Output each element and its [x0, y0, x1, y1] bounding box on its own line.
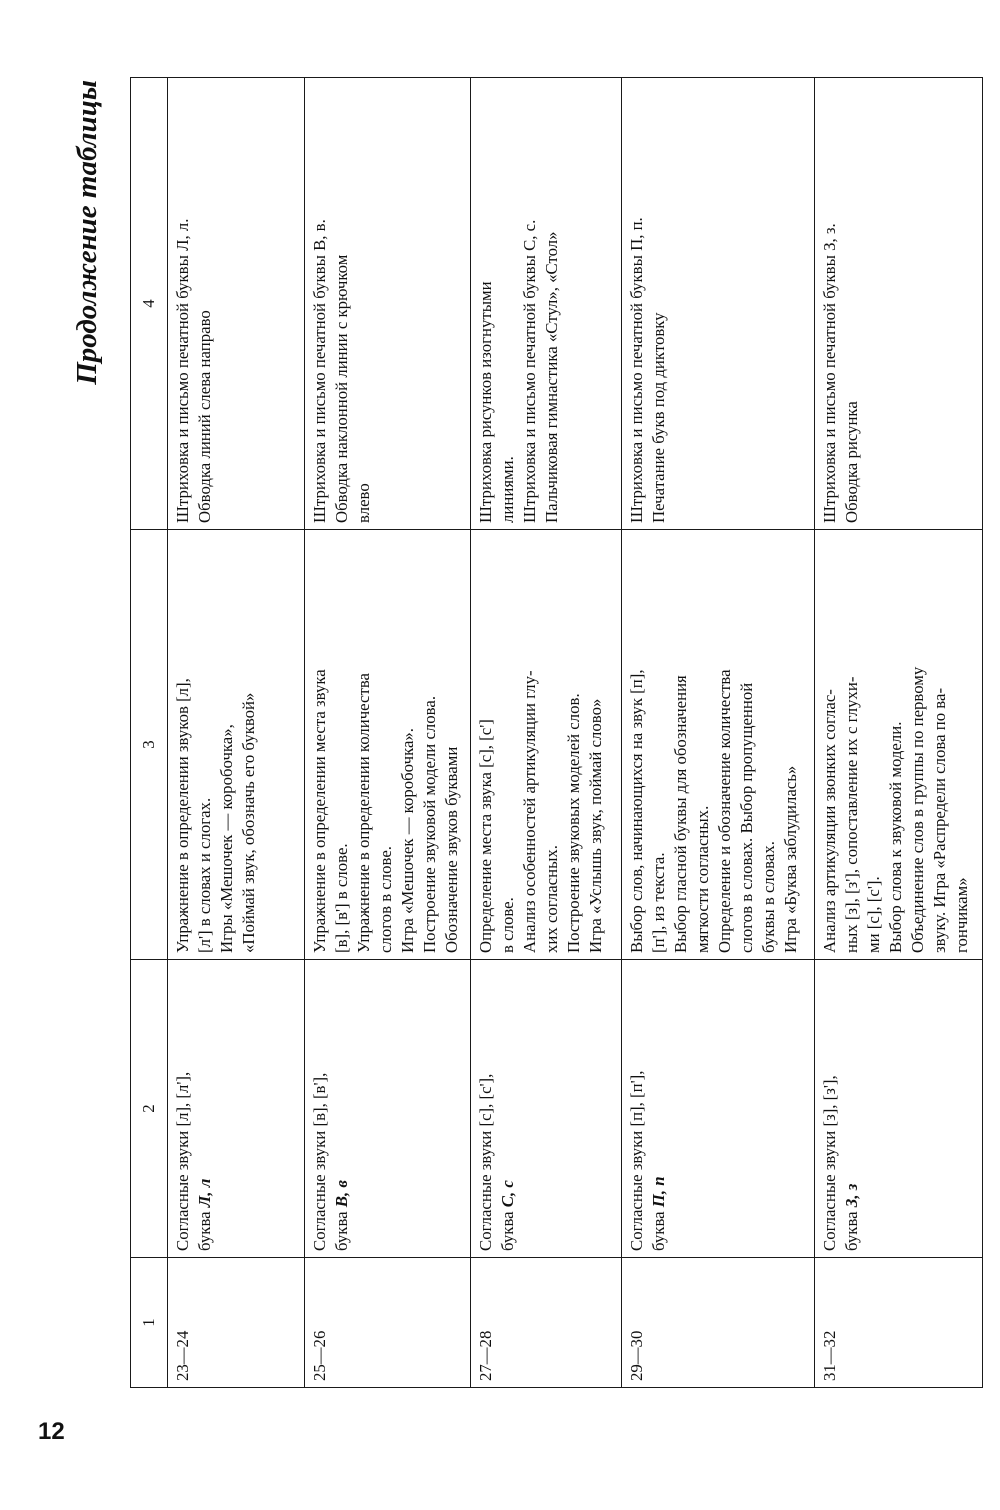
activity-line: Выбор гласной буквы для обозначения — [671, 675, 690, 953]
topic-letter: С, с — [498, 1180, 517, 1208]
topic-letter-line — [648, 966, 670, 1251]
activity-line: Игра «Мешочек — коробочка». — [398, 727, 417, 953]
activity-line: в слове. — [498, 897, 517, 953]
tasks-cell — [471, 78, 622, 530]
page-number: 12 — [38, 1418, 65, 1445]
task-line: Штриховка и письмо печатной буквы З, з. — [820, 223, 839, 523]
task-line: линиями. — [498, 456, 517, 523]
activity-line: Определение места звука [с], [с'] — [476, 719, 495, 953]
activity-line: Построение звуковых моделей слов. — [564, 693, 583, 953]
activity-line: ми [с], [с']. — [864, 876, 883, 953]
topic-text: Согласные звуки [п], [п'], — [627, 1070, 646, 1251]
topic-text: Согласные звуки [л], [л'], — [173, 1071, 192, 1251]
lesson-number-cell — [622, 1258, 815, 1388]
activity-line: «Поймай звук, обозначь его буквой» — [239, 692, 258, 953]
topic-letter-line — [331, 966, 353, 1251]
activity-line: слогов в словах. Выбор пропущенной — [737, 682, 756, 953]
header-cell: 3 — [131, 530, 168, 960]
topic-letter-prefix: буква — [195, 1207, 214, 1251]
topic-text: Согласные звуки [в], [в'], — [310, 1072, 329, 1251]
activity-line: Объединение слов в группы по первому — [908, 666, 927, 953]
topic-letter: Л, л — [195, 1178, 214, 1208]
tasks-cell — [168, 78, 305, 530]
activities-cell — [471, 530, 622, 960]
task-line: Штриховка и письмо печатной буквы П, п. — [627, 217, 646, 523]
topic-letter-line — [841, 966, 863, 1251]
table-row — [168, 78, 305, 1388]
header-cell: 2 — [131, 960, 168, 1258]
table-row — [305, 78, 471, 1388]
lesson-plan-table — [130, 77, 983, 1388]
activity-line: ных [з], [з'], сопоставление их с глухи- — [842, 676, 861, 953]
activities-cell — [305, 530, 471, 960]
lesson-number-cell — [471, 1258, 622, 1388]
topic-text: Согласные звуки [з], [з'], — [820, 1075, 839, 1251]
task-line: Штриховка и письмо печатной буквы В, в. — [310, 219, 329, 523]
task-line: Обводка линий слева направо — [195, 310, 214, 523]
activity-line: слогов в слове. — [376, 846, 395, 953]
activity-line: Обозначение звуков буквами — [442, 746, 461, 953]
activities-cell — [168, 530, 305, 960]
activity-line: Выбор слова к звуковой модели. — [886, 721, 905, 953]
activity-line: буквы в словах. — [759, 841, 778, 953]
table-row — [815, 78, 983, 1388]
activity-line: мягкости согласных. — [693, 805, 712, 953]
activity-line: [п'], из текста. — [649, 852, 668, 953]
table-caption: Продолжение таблицы — [71, 80, 103, 385]
lesson-number: 25—26 — [310, 1330, 329, 1381]
activity-line: Упражнение в определении количества — [354, 673, 373, 953]
topic-letter: В, в — [332, 1180, 351, 1208]
task-line: Обводка рисунка — [842, 401, 861, 523]
topic-letter-prefix: буква — [498, 1207, 517, 1251]
task-line: влево — [354, 483, 373, 523]
topic-letter-prefix: буква — [842, 1207, 861, 1251]
table-row — [471, 78, 622, 1388]
activity-line: звуку. Игра «Распредели слова по ва- — [930, 687, 949, 953]
activity-line: Выбор слов, начинающихся на звук [п], — [627, 669, 646, 953]
topic-cell — [815, 960, 983, 1258]
lesson-number: 31—32 — [820, 1330, 839, 1381]
topic-cell — [622, 960, 815, 1258]
activity-line: Построение звуковой модели слова. — [420, 695, 439, 953]
topic-letter-line — [497, 966, 519, 1251]
header-row — [131, 78, 168, 1388]
activity-line: Игра «Услышь звук, поймай слово» — [586, 698, 605, 953]
activity-line: гончикам» — [952, 877, 971, 953]
topic-cell — [168, 960, 305, 1258]
task-line: Штриховка и письмо печатной буквы С, с. — [520, 219, 539, 523]
tasks-cell — [305, 78, 471, 530]
activity-line: Упражнение в определении звуков [л], — [173, 678, 192, 953]
activity-line: Упражнение в определении места звука — [310, 669, 329, 953]
lesson-number: 23—24 — [173, 1330, 192, 1381]
lesson-number-cell — [168, 1258, 305, 1388]
lesson-number-cell — [815, 1258, 983, 1388]
activity-line: Определение и обозначение количества — [715, 669, 734, 953]
topic-letter-prefix: буква — [332, 1207, 351, 1251]
task-line: Печатание букв под диктовку — [649, 312, 668, 523]
activity-line: Анализ особенностей артикуляции глу- — [520, 670, 539, 953]
header-cell: 1 — [131, 1258, 168, 1388]
lesson-number: 29—30 — [627, 1330, 646, 1381]
topic-cell — [305, 960, 471, 1258]
activities-cell — [622, 530, 815, 960]
tasks-cell — [622, 78, 815, 530]
activity-line: Игра «Буква заблудилась» — [781, 765, 800, 953]
topic-letter-line — [194, 966, 216, 1251]
task-line: Обводка наклонной линии с крючком — [332, 254, 351, 523]
tasks-cell — [815, 78, 983, 530]
topic-letter: З, з — [842, 1183, 861, 1208]
activities-cell — [815, 530, 983, 960]
topic-text: Согласные звуки [с], [с'], — [476, 1073, 495, 1251]
activity-line: [л'] в словах и слогах. — [195, 797, 214, 953]
rotated-table-container — [130, 78, 971, 1388]
topic-letter-prefix: буква — [649, 1207, 668, 1251]
activity-line: хих согласных. — [542, 845, 561, 953]
topic-letter: П, п — [649, 1176, 668, 1208]
table-row — [622, 78, 815, 1388]
task-line: Штриховка и письмо печатной буквы Л, л. — [173, 218, 192, 523]
task-line: Штриховка рисунков изогнутыми — [476, 281, 495, 523]
activity-line: [в], [в'] в слове. — [332, 843, 351, 953]
topic-cell — [471, 960, 622, 1258]
header-cell: 4 — [131, 78, 168, 530]
activity-line: Анализ артикуляции звонких соглас- — [820, 689, 839, 953]
lesson-number-cell — [305, 1258, 471, 1388]
activity-line: Игры «Мешочек — коробочка», — [217, 724, 236, 953]
lesson-number: 27—28 — [476, 1330, 495, 1381]
task-line: Пальчиковая гимнастика «Стул», «Стол» — [542, 231, 561, 523]
